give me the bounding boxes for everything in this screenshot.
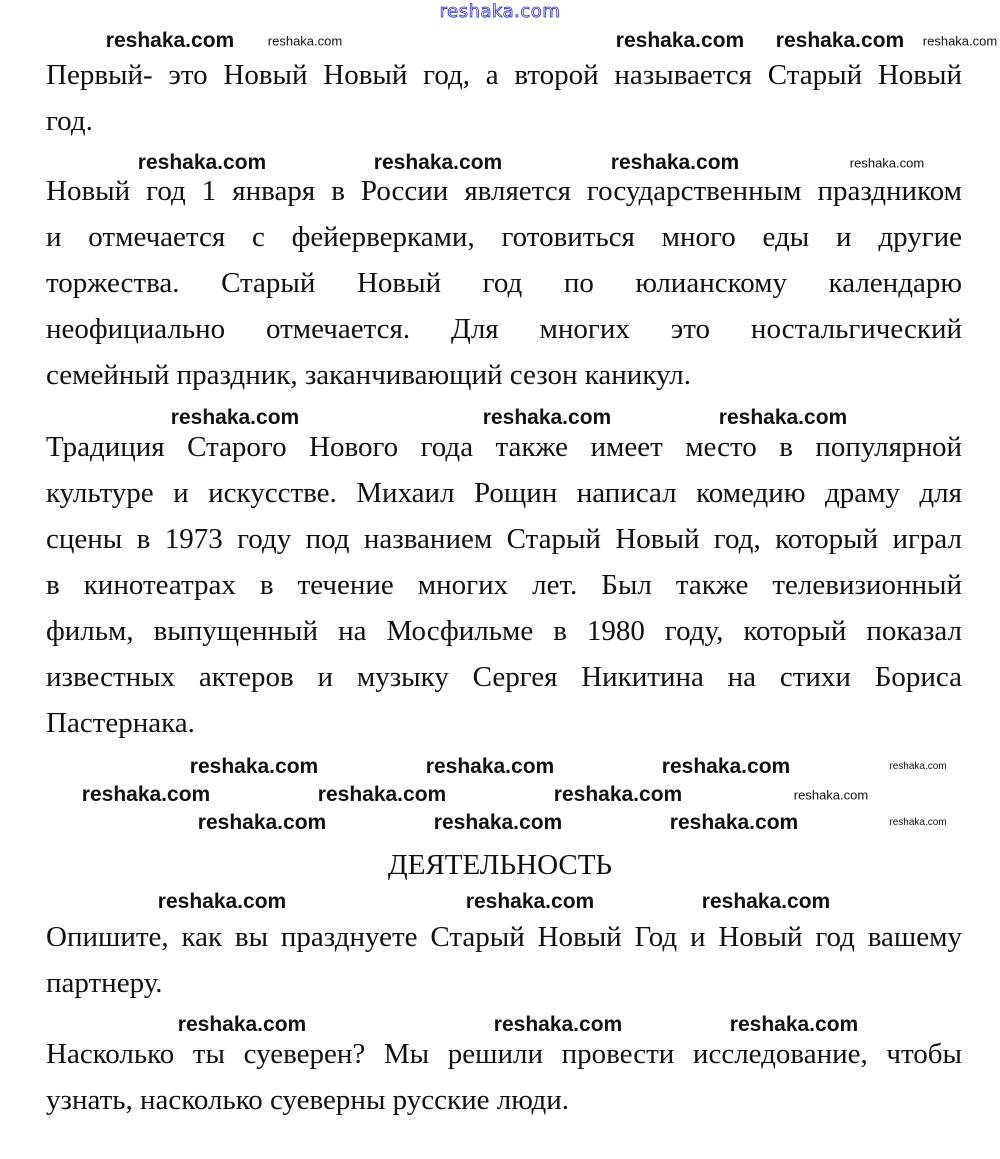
text-line: узнать, насколько суеверны русские люди.: [46, 1084, 569, 1116]
watermark: reshaka.com: [793, 787, 869, 803]
watermark: reshaka.com: [701, 890, 831, 913]
text-line: фильм, выпущенный на Мосфильме в 1980 году, который показал: [46, 615, 962, 647]
text-line: Насколько ты суеверен? Мы решили провести исследование, чтобы: [46, 1038, 962, 1070]
watermark: reshaka.com: [81, 783, 211, 806]
watermark: reshaka.com: [267, 33, 343, 49]
watermark: reshaka.com: [465, 890, 595, 913]
watermark: reshaka.com: [425, 755, 555, 778]
header-watermark: reshaka.com: [439, 1, 561, 22]
text-line: Традиция Старого Нового года также имеет место в популярной: [46, 431, 962, 463]
section-heading: ДЕЯТЕЛЬНОСТЬ: [387, 849, 613, 881]
text-line: Первый- это Новый Новый год, а второй называется Старый Новый: [46, 59, 962, 91]
watermark: reshaka.com: [775, 29, 905, 52]
text-line: культуре и искусстве. Михаил Рощин написал комедию драму для: [46, 477, 962, 509]
text-line: и отмечается с фейерверками, готовиться много еды и другие: [46, 221, 962, 253]
text-line: семейный праздник, заканчивающий сезон каникул.: [46, 359, 691, 391]
watermark: reshaka.com: [553, 783, 683, 806]
watermark: reshaka.com: [849, 155, 925, 171]
watermark: reshaka.com: [189, 755, 319, 778]
watermark: reshaka.com: [482, 406, 612, 429]
text-line: Новый год 1 января в России является государственным праздником: [46, 175, 962, 207]
watermark: reshaka.com: [615, 29, 745, 52]
watermark: reshaka.com: [669, 811, 799, 834]
text-line: в кинотеатрах в течение многих лет. Был также телевизионный: [46, 569, 962, 601]
watermark: reshaka.com: [105, 29, 235, 52]
watermark: reshaka.com: [373, 151, 503, 174]
text-line: торжества. Старый Новый год по юлианскому календарю: [46, 267, 962, 299]
watermark: reshaka.com: [718, 406, 848, 429]
text-line: известных актеров и музыку Сергея Никитина на стихи Бориса: [46, 661, 962, 693]
watermark: reshaka.com: [433, 811, 563, 834]
watermark: reshaka.com: [889, 817, 947, 828]
text-line: неофициально отмечается. Для многих это ностальгический: [46, 313, 962, 345]
watermark: reshaka.com: [170, 406, 300, 429]
watermark: reshaka.com: [317, 783, 447, 806]
text-line: партнеру.: [46, 967, 163, 999]
watermark: reshaka.com: [493, 1013, 623, 1036]
watermark: reshaka.com: [661, 755, 791, 778]
text-line: сцены в 1973 году под названием Старый Новый год, который играл: [46, 523, 962, 555]
watermark: reshaka.com: [610, 151, 740, 174]
text-line: год.: [46, 105, 93, 137]
watermark: reshaka.com: [177, 1013, 307, 1036]
watermark: reshaka.com: [729, 1013, 859, 1036]
watermark: reshaka.com: [157, 890, 287, 913]
text-line: Пастернака.: [46, 707, 195, 739]
watermark: reshaka.com: [197, 811, 327, 834]
text-line: Опишите, как вы празднуете Старый Новый Год и Новый год вашему: [46, 921, 962, 953]
watermark: reshaka.com: [922, 33, 998, 49]
watermark: reshaka.com: [137, 151, 267, 174]
watermark: reshaka.com: [889, 761, 947, 772]
